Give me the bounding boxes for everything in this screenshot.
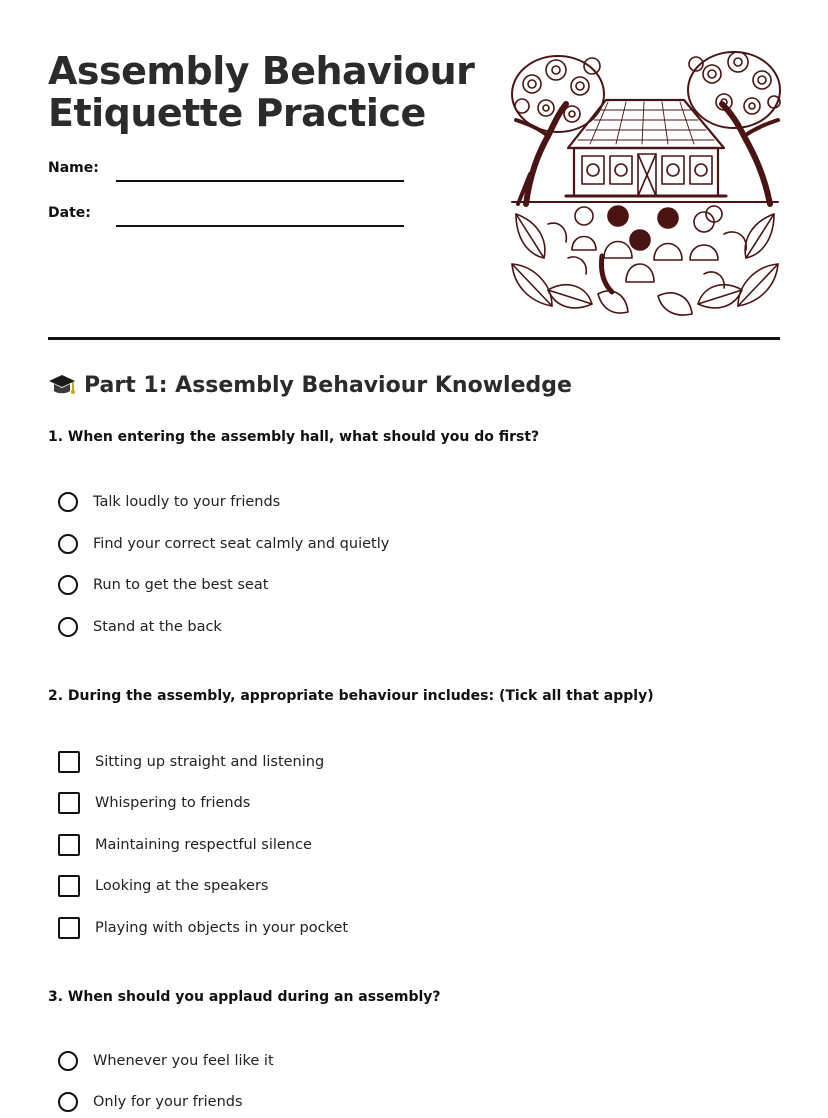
option-label: Talk loudly to your friends: [93, 494, 281, 510]
section-1-label: Part 1: Assembly Behaviour Knowledge: [84, 372, 572, 398]
name-label: Name:: [48, 160, 99, 176]
name-field[interactable]: [116, 180, 404, 182]
option-label: Whispering to friends: [95, 795, 251, 811]
radio-button[interactable]: [58, 1092, 78, 1112]
option-label: Stand at the back: [93, 619, 222, 635]
q1-option-2[interactable]: [58, 534, 389, 554]
option-label: Looking at the speakers: [95, 878, 269, 894]
q2-option-1[interactable]: [58, 751, 324, 773]
radio-button[interactable]: [58, 534, 78, 554]
q2-option-5[interactable]: [58, 917, 348, 939]
question-1: 1. When entering the assembly hall, what should you do first?: [48, 429, 540, 445]
question-3: 3. When should you applaud during an assembly?: [48, 989, 441, 1005]
worksheet-title: [48, 50, 474, 134]
q2-option-4[interactable]: [58, 875, 268, 897]
radio-button[interactable]: [58, 1051, 78, 1071]
q2-option-3[interactable]: [58, 834, 312, 856]
checkbox[interactable]: [58, 875, 80, 897]
radio-button[interactable]: [58, 575, 78, 595]
checkbox[interactable]: [58, 917, 80, 939]
q2-option-2[interactable]: [58, 792, 250, 814]
date-field[interactable]: [116, 225, 404, 227]
radio-button[interactable]: [58, 617, 78, 637]
date-label: Date:: [48, 205, 91, 221]
checkbox[interactable]: [58, 751, 80, 773]
radio-button[interactable]: [58, 492, 78, 512]
question-2: 2. During the assembly, appropriate behaviour includes: (Tick all that apply): [48, 688, 654, 704]
option-label: Whenever you feel like it: [93, 1053, 274, 1069]
school-assembly-illustration: [508, 44, 782, 320]
option-label: Only for your friends: [93, 1094, 243, 1110]
q1-option-4[interactable]: [58, 617, 222, 637]
option-label: Find your correct seat calmly and quietly: [93, 536, 390, 552]
option-label: Sitting up straight and listening: [95, 754, 325, 770]
title-line-2: Etiquette Practice: [48, 91, 426, 135]
section-1-title: [48, 372, 572, 398]
q1-option-3[interactable]: [58, 575, 268, 595]
option-label: Maintaining respectful silence: [95, 837, 312, 853]
header-divider: [48, 337, 780, 340]
checkbox[interactable]: [58, 792, 80, 814]
checkbox[interactable]: [58, 834, 80, 856]
q3-option-2[interactable]: [58, 1092, 243, 1112]
option-label: Run to get the best seat: [93, 577, 269, 593]
title-line-1: Assembly Behaviour: [48, 49, 475, 93]
q3-option-1[interactable]: [58, 1051, 274, 1071]
option-label: Playing with objects in your pocket: [95, 920, 349, 936]
graduation-cap-icon: [48, 372, 76, 398]
q1-option-1[interactable]: [58, 492, 280, 512]
